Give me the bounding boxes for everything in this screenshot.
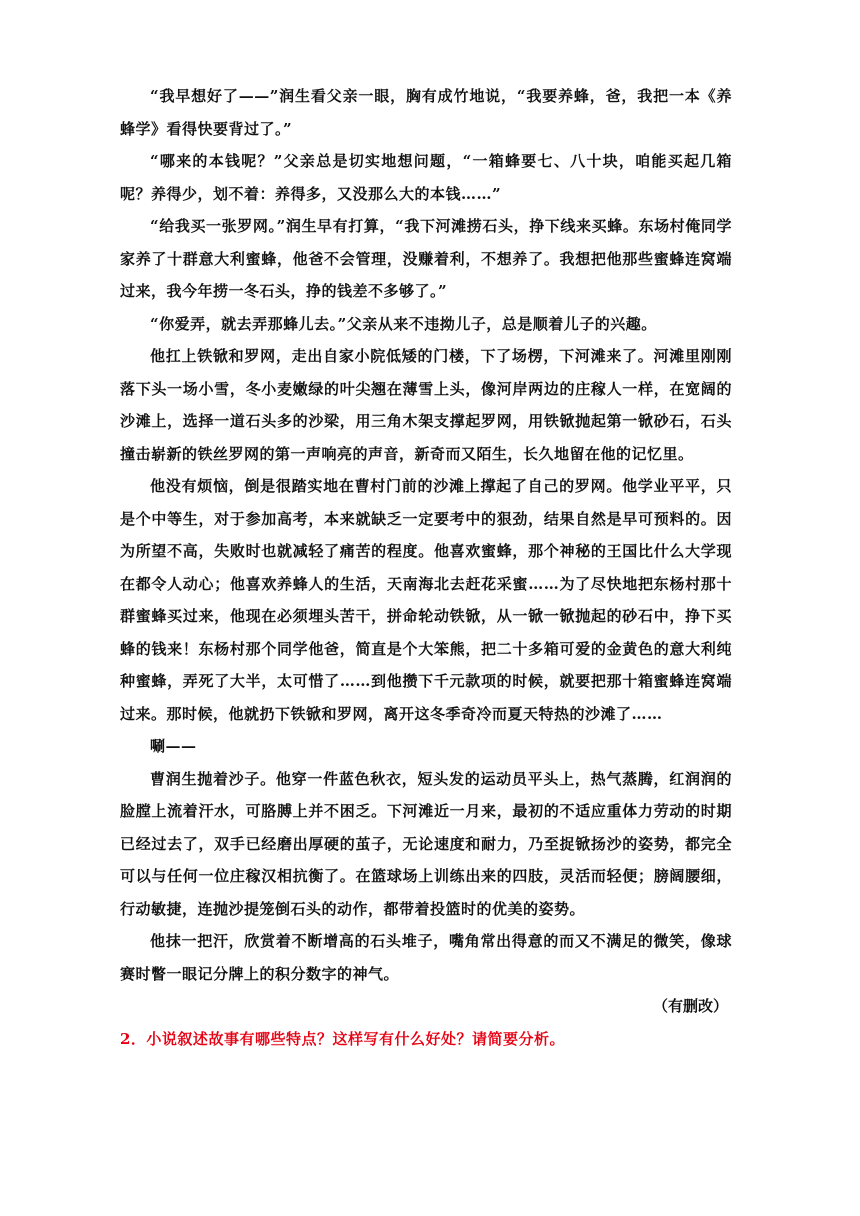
paragraph: “给我买一张罗网。”润生早有打算，“我下河滩捞石头，挣下线来买蜂。东场村俺同学家养了十群意大利蜜蜂，他爸不会管理，没赚着利，不想养了。我想把他那些蜜蜂连窝端过来，我今年捞一冬石头，挣的钱差不多够了。” (120, 217, 732, 300)
paragraph: “你爱弄，就去弄那蜂儿去。”父亲从来不违拗儿子，总是顺着儿子的兴趣。 (150, 314, 657, 333)
paragraph: 他抹一把汗，欣赏着不断增高的石头堆子，嘴角常出得意的而又不满足的微笑，像球赛时瞥一眼记分牌上的积分数字的神气。 (120, 932, 732, 983)
paragraph: 曹润生抛着沙子。他穿一件蓝色秋衣，短头发的运动员平头上，热气蒸腾，红润润的脸膛上流着汗水，可胳膊上并不困乏。下河滩近一月来，最初的不适应重体力劳动的时期已经过去了，双手已经磨出厚硬的茧子，无论速度和耐力，乃至捉锨扬沙的姿势，都完全可以与任何一位庄稼汉相抗衡了。在篮球场上训练出来的四肢，灵活而轻便；膀阔腰细，行动敏捷，连抛沙提笼倒石头的动作，都带着投篮时的优美的姿势。 (120, 769, 732, 918)
document-body (120, 80, 732, 1055)
paragraph: “我早想好了——”润生看父亲一眼，胸有成竹地说，“我要养蜂，爸，我把一本《养蜂学》看得快要背过了。” (120, 87, 732, 138)
paragraph: “哪来的本钱呢？”父亲总是切实地想问题，“一箱蜂要七、八十块，咱能买起几箱呢？养得少，划不着：养得多，又没那么大的本钱……” (120, 152, 732, 203)
question-text: 2．小说叙述故事有哪些特点？这样写有什么好处？请简要分析。 (120, 1029, 565, 1048)
paragraph: 他扛上铁锨和罗网，走出自家小院低矮的门楼，下了场楞，下河滩来了。河滩里刚刚落下头一场小雪，冬小麦嫩绿的叶尖翘在薄雪上头，像河岸两边的庄稼人一样，在宽阔的沙滩上，选择一道石头多的沙梁，用三角木架支撑起罗网，用铁锨抛起第一锨砂石，石头撞击崭新的铁丝罗网的第一声响亮的声音，新奇而又陌生，长久地留在他的记忆里。 (120, 347, 732, 463)
paragraph: 他没有烦恼，倒是很踏实地在曹村门前的沙滩上撑起了自己的罗网。他学业平平，只是个中等生，对于参加高考，本来就缺乏一定要考中的狠劲，结果自然是早可预料的。因为所望不高，失败时也就减轻了痛苦的程度。他喜欢蜜蜂，那个神秘的王国比什么大学现在都令人动心；他喜欢养蜂人的生活，天南海北去赶花采蜜……为了尽快地把东杨村那十群蜜蜂买过来，他现在必须埋头苦干，拼命轮动铁锨，从一锨一锨抛起的砂石中，挣下买蜂的钱来！东杨村那个同学他爸，简直是个大笨熊，把二十多箱可爱的金黄色的意大利纯种蜜蜂，弄死了大半，太可惜了……到他攒下千元款项的时候，就要把那十箱蜜蜂连窝端过来。那时候，他就扔下铁锨和罗网，离开这冬季奇冷而夏天特热的沙滩了…… (120, 477, 732, 723)
source-note: （有删改） (652, 997, 728, 1015)
paragraph: 唰—— (150, 737, 197, 755)
